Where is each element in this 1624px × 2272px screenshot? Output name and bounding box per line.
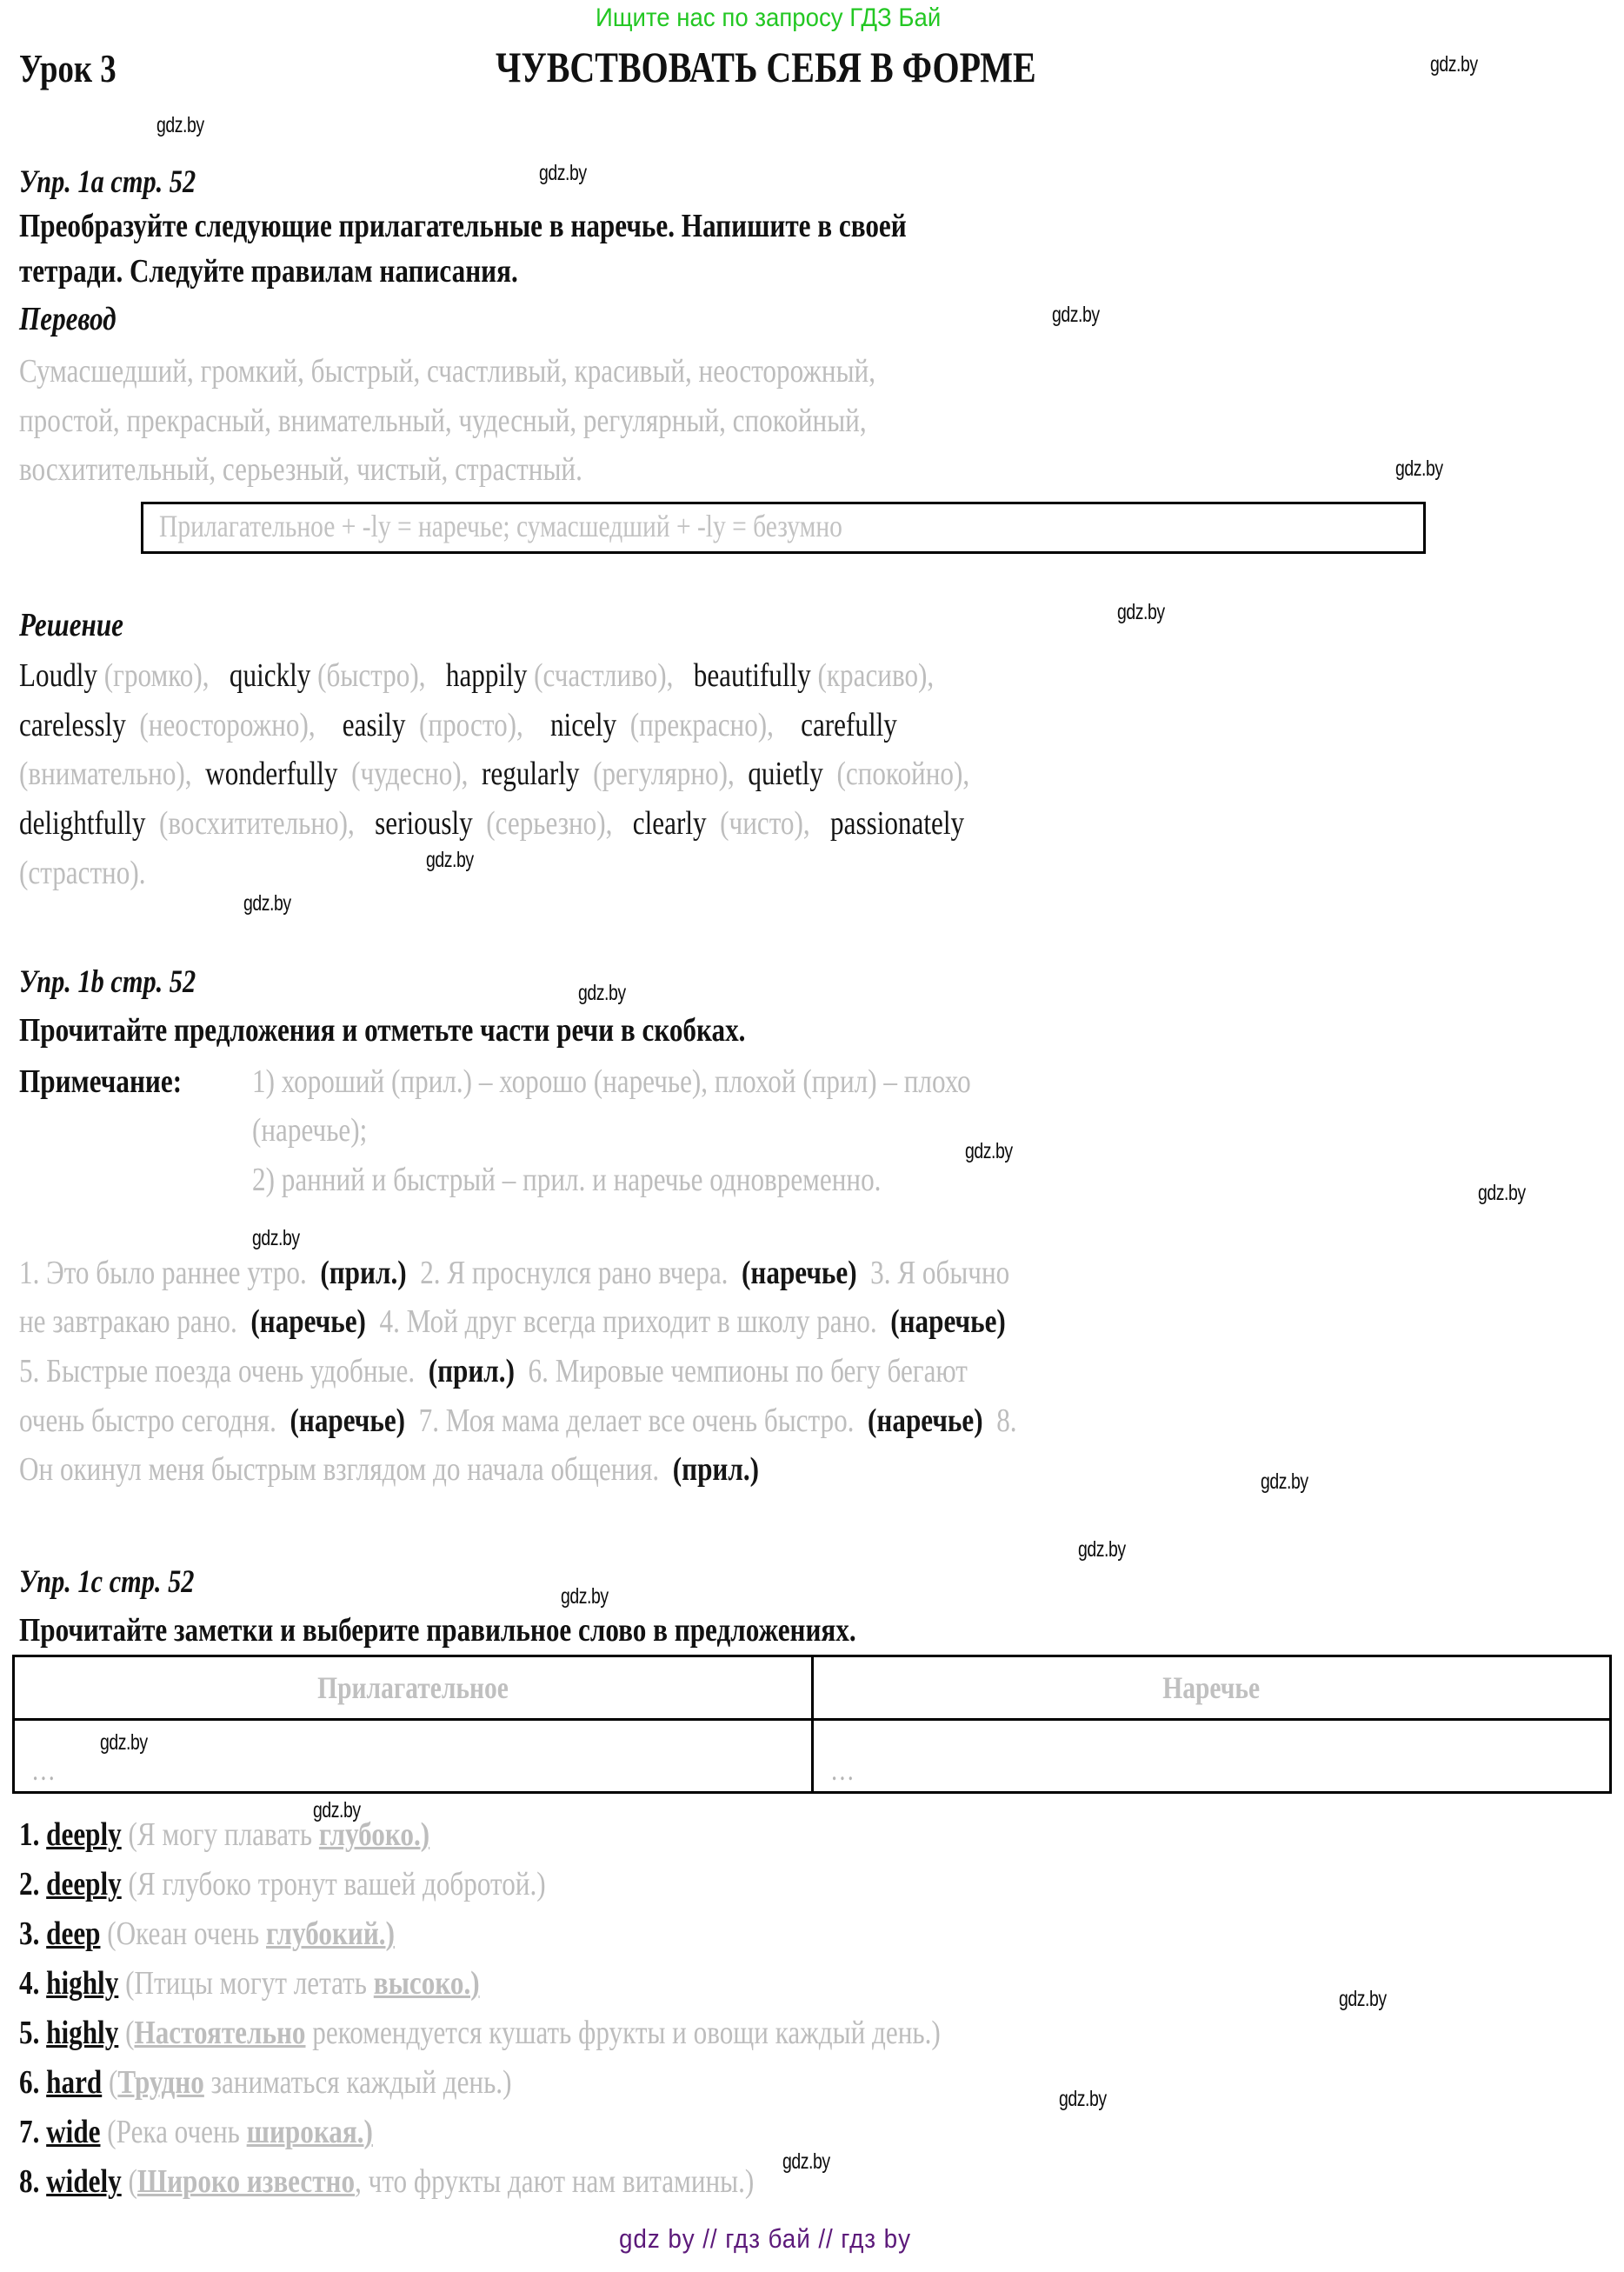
answer-highlight: Трудно [117, 2064, 204, 2101]
note-line-3: 2) ранний и быстрый – прил. и наречье одновременно. [252, 1162, 882, 1198]
answer-translation: (быстро), [317, 657, 426, 694]
sentence-text: 5. Быстрые поезда очень удобные. [19, 1353, 416, 1389]
answer-translation: (регулярно), [593, 756, 735, 792]
exercise-1a-task-line1: Преобразуйте следующие прилагательные в наречье. Напишите в своей [19, 208, 907, 244]
watermark-tag: gdz.by [100, 1730, 148, 1755]
watermark-tag: gdz.by [1395, 456, 1443, 481]
answer-word: clearly [632, 805, 707, 842]
item-number: 2. [19, 1866, 40, 1902]
answer-word: easily [342, 707, 406, 743]
part-of-speech-mark: (прил.) [320, 1255, 407, 1291]
rule-box [141, 502, 1426, 554]
answer-translation: (внимательно), [19, 756, 192, 792]
answer-word: passionately [830, 805, 965, 842]
exercise-1c-task: Прочитайте заметки и выберите правильное слово в предложениях. [19, 1612, 856, 1649]
exercise-1a-task-line2: тетради. Следуйте правилам написания. [19, 253, 518, 290]
answer-word: quickly [229, 657, 311, 694]
watermark-tag: gdz.by [1430, 52, 1478, 77]
answer-word: delightfully [19, 805, 146, 842]
table-header-row [14, 1656, 1611, 1720]
sentences-line-2 [19, 1303, 1006, 1341]
answer-word: seriously [375, 805, 473, 842]
answer-key: widely [46, 2163, 122, 2200]
answer-translation: (громко), [103, 657, 210, 694]
rule-box-text: Прилагательное + -ly = наречье; сумасшедший + -ly = безумно [159, 509, 842, 543]
sentence-text: 2. Я проснулся рано вчера. [420, 1255, 729, 1291]
part-of-speech-mark: (прил.) [428, 1353, 515, 1389]
sentences-line-3 [19, 1352, 968, 1390]
answer-translation: (восхитительно), [158, 805, 355, 842]
sentences-line-1 [19, 1254, 1009, 1292]
sentence-text: 7. Моя мама делает все очень быстро. [418, 1403, 855, 1439]
list-item [19, 2063, 511, 2102]
table-row [14, 1720, 1611, 1793]
exercise-1a-ref: Упр. 1a стр. 52 [19, 164, 196, 200]
part-of-speech-mark: (наречье) [250, 1303, 366, 1340]
part-of-speech-mark: (прил.) [672, 1451, 760, 1488]
sentence-text: 6. Мировые чемпионы по бегу бегают [528, 1353, 968, 1389]
list-item [19, 1964, 480, 2002]
watermark-tag: gdz.by [252, 1226, 300, 1250]
item-number: 4. [19, 1965, 40, 2002]
answer-explanation: (Я могу плавать [128, 1816, 319, 1853]
exercise-1b-ref: Упр. 1b стр. 52 [19, 964, 196, 1000]
answer-translation: (просто), [419, 707, 523, 743]
table-cell-adverb[interactable]: … [812, 1720, 1611, 1793]
page-title: ЧУВСТВОВАТЬ СЕБЯ В ФОРМЕ [496, 43, 1036, 91]
item-number: 6. [19, 2064, 40, 2101]
lesson-label: Урок 3 [19, 46, 116, 90]
part-of-speech-mark: (наречье) [890, 1303, 1006, 1340]
answer-word: Loudly [19, 657, 98, 694]
watermark-tag: gdz.by [1261, 1469, 1308, 1494]
answer-highlight: высоко.) [373, 1965, 480, 2002]
answer-word: wonderfully [205, 756, 338, 792]
part-of-speech-mark: (наречье) [742, 1255, 857, 1291]
answer-key: deeply [46, 1866, 122, 1902]
answer-highlight: глубокий.) [265, 1916, 395, 1952]
list-item [19, 1816, 429, 1854]
answer-translation: (серьезно), [486, 805, 613, 842]
part-of-speech-mark: (наречье) [290, 1403, 406, 1439]
answer-key: highly [46, 1965, 119, 2002]
sentence-text: 1. Это было раннее утро. [19, 1255, 307, 1291]
watermark-tag: gdz.by [1117, 600, 1165, 624]
answer-key: wide [46, 2114, 101, 2150]
table-cell-adjective[interactable]: … [14, 1720, 813, 1793]
solution-label: Решение [19, 607, 123, 643]
answer-explanation: ( [125, 2015, 135, 2051]
watermark-tag: gdz.by [313, 1798, 361, 1822]
answer-explanation-tail: рекомендуется кушать фрукты и овощи каждый день.) [305, 2015, 941, 2051]
sentence-text: очень быстро сегодня. [19, 1403, 276, 1439]
table-header-adverb: Наречье [812, 1656, 1611, 1720]
translation-line-1: Сумасшедший, громкий, быстрый, счастливый, красивый, неосторожный, [19, 353, 875, 390]
watermark-tag: gdz.by [539, 161, 587, 185]
answer-explanation: (Птицы могут летать [125, 1965, 374, 2002]
adjective-adverb-table [12, 1655, 1612, 1794]
list-item [19, 1865, 546, 1903]
answer-explanation-tail: заниматься каждый день.) [203, 2064, 512, 2101]
exercise-1b-task: Прочитайте предложения и отметьте части речи в скобках. [19, 1012, 746, 1049]
translation-line-2: простой, прекрасный, внимательный, чудесный, регулярный, спокойный, [19, 403, 867, 439]
watermark-tag: gdz.by [578, 981, 626, 1005]
answer-translation: (чисто), [720, 805, 810, 842]
answer-word: carelessly [19, 707, 126, 743]
exercise-1c-ref: Упр. 1c стр. 52 [19, 1564, 195, 1600]
watermark-footer: gdz by // гдз бай // гдз by [619, 2223, 911, 2254]
answer-translation: (счастливо), [534, 657, 674, 694]
list-item [19, 2014, 941, 2052]
answer-highlight: Настоятельно [134, 2015, 306, 2051]
sentences-line-4 [19, 1402, 1017, 1440]
answer-word: nicely [549, 707, 617, 743]
answer-highlight: Широко известно [136, 2163, 356, 2200]
sentence-text: 3. Я обычно [870, 1255, 1010, 1291]
answer-word: happily [445, 657, 528, 694]
solution-line-5 [19, 854, 145, 892]
watermark-tag: gdz.by [965, 1139, 1013, 1163]
watermark-tag: gdz.by [1339, 1987, 1387, 2011]
watermark-tag: gdz.by [1052, 303, 1100, 327]
answer-translation: (спокойно), [836, 756, 970, 792]
item-number: 1. [19, 1816, 40, 1853]
note-label: Примечание: [19, 1063, 183, 1100]
answer-key: highly [46, 2015, 119, 2051]
answer-word: regularly [482, 756, 580, 792]
sentence-text: 4. Мой друг всегда приходит в школу рано. [379, 1303, 877, 1340]
answer-highlight: широкая.) [246, 2114, 373, 2150]
answer-explanation: (Океан очень [107, 1916, 266, 1952]
translation-label: Перевод [19, 301, 116, 337]
solution-line-1 [19, 656, 934, 695]
watermark-tag: gdz.by [1078, 1537, 1126, 1562]
answer-key: deep [46, 1916, 101, 1952]
answer-key: deeply [46, 1816, 122, 1853]
translation-line-3: восхитительный, серьезный, чистый, страстный. [19, 451, 582, 488]
sentence-text: 8. [996, 1403, 1017, 1439]
watermark-top-banner: Ищите нас по запросу ГДЗ Бай [596, 3, 942, 32]
sentence-text: Он окинул меня быстрым взглядом до начала общения. [19, 1451, 660, 1488]
item-number: 7. [19, 2114, 40, 2150]
solution-line-2 [19, 706, 897, 744]
watermark-tag: gdz.by [561, 1584, 609, 1609]
answer-key: hard [46, 2064, 103, 2101]
answer-translation: (чудесно), [351, 756, 469, 792]
answer-explanation: (Я глубоко тронут вашей добротой.) [128, 1866, 546, 1902]
list-item [19, 2162, 754, 2201]
note-line-1: 1) хороший (прил.) – хорошо (наречье), плохой (прил) – плохо [252, 1063, 971, 1100]
list-item [19, 2113, 373, 2151]
list-item [19, 1915, 395, 1953]
answer-word: beautifully [693, 657, 811, 694]
answer-word: quietly [748, 756, 823, 792]
answer-translation: (прекрасно), [629, 707, 774, 743]
item-number: 8. [19, 2163, 40, 2200]
table-header-adjective: Прилагательное [14, 1656, 813, 1720]
answer-translation: (страстно). [19, 855, 146, 891]
answer-translation: (неосторожно), [139, 707, 316, 743]
watermark-tag: gdz.by [782, 2149, 830, 2174]
sentences-line-5 [19, 1450, 759, 1489]
answer-explanation-tail: , что фрукты дают нам витамины.) [355, 2163, 755, 2200]
answer-highlight: глубоко.) [318, 1816, 430, 1853]
answer-explanation: ( [109, 2064, 118, 2101]
item-number: 5. [19, 2015, 40, 2051]
answer-explanation: ( [128, 2163, 137, 2200]
watermark-tag: gdz.by [243, 891, 291, 916]
watermark-tag: gdz.by [1059, 2087, 1107, 2111]
watermark-tag: gdz.by [426, 848, 474, 872]
answer-word: carefully [801, 707, 897, 743]
item-number: 3. [19, 1916, 40, 1952]
answer-translation: (красиво), [817, 657, 935, 694]
sentence-text: не завтракаю рано. [19, 1303, 237, 1340]
answer-explanation: (Река очень [107, 2114, 247, 2150]
watermark-tag: gdz.by [156, 113, 204, 137]
solution-line-4 [19, 804, 964, 843]
solution-line-3 [19, 755, 969, 793]
watermark-tag: gdz.by [1478, 1181, 1526, 1205]
part-of-speech-mark: (наречье) [868, 1403, 983, 1439]
note-line-2: (наречье); [252, 1112, 368, 1149]
